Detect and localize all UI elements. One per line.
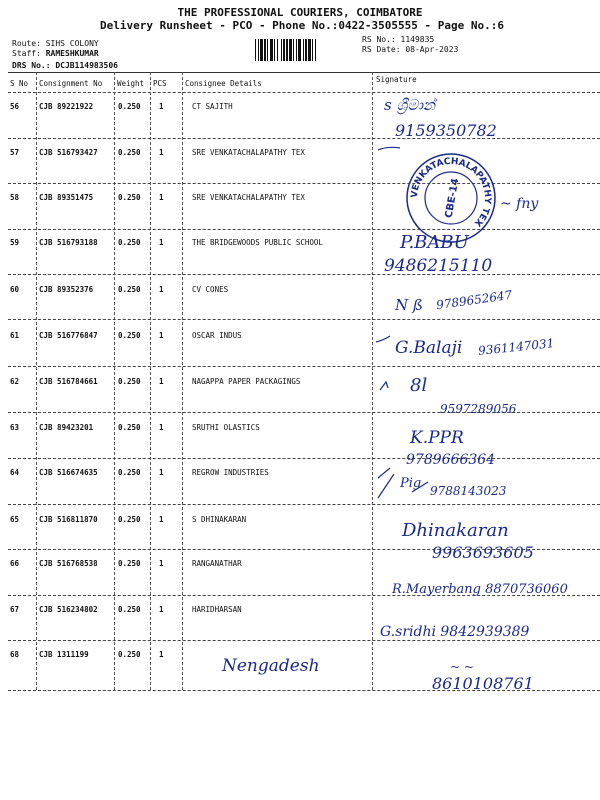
col-header-signature: Signature (376, 75, 417, 84)
row-consignment-no: CJB 516793188 (39, 238, 98, 247)
row-sno: 65 (10, 515, 20, 524)
barcode-bar (258, 39, 259, 61)
barcode-bar (283, 39, 285, 61)
barcode-bar (289, 39, 292, 61)
row-consignment-no: CJB 516674635 (39, 468, 98, 477)
row-consignment-no: CJB 516234802 (39, 605, 98, 614)
handwriting-61-name: G.Balaji (395, 338, 463, 358)
col-divider (36, 72, 37, 690)
barcode-bar (260, 39, 263, 61)
handwriting-59-phone: 9486215110 (384, 256, 493, 276)
handwriting-56-phone: 9159350782 (395, 121, 497, 140)
row-sno: 68 (10, 650, 20, 659)
drs-line (12, 61, 118, 70)
col-header-pcs: PCS (153, 79, 167, 88)
row-consignment-no: CJB 89351475 (39, 193, 94, 202)
col-divider (150, 72, 151, 690)
row-consignee: S DHINAKARAN (192, 515, 247, 524)
row-sno: 59 (10, 238, 20, 247)
stamp-center-text: CBE-14 (443, 177, 462, 219)
row-pcs: 1 (159, 148, 164, 157)
handwriting-63-sign: K.PPR (410, 428, 464, 448)
row-pcs: 1 (159, 423, 164, 432)
handwriting-60-phone: 9789652647 (435, 287, 513, 313)
staff-line (12, 49, 99, 58)
handwriting-68-phone: 8610108761 (432, 674, 534, 693)
handwriting-68-mark: ~ ~ (450, 660, 474, 674)
barcode-bar (277, 39, 278, 61)
handwriting-65-phone: 9963693605 (432, 543, 534, 562)
handwriting-67-sign: G.sridhi 9842939389 (380, 624, 530, 640)
barcode-bar (312, 39, 313, 61)
row-consignee: SRUTHI OLASTICS (192, 423, 260, 432)
handwriting-58-mark: ~ fny (500, 196, 539, 212)
handwriting-56-name: s ශ්‍රීමාන් (384, 96, 436, 114)
row-weight: 0.250 (118, 468, 141, 477)
row-consignee: SRE VENKATACHALAPATHY TEX (192, 148, 305, 157)
row-sno: 66 (10, 559, 20, 568)
row-sno: 60 (10, 285, 20, 294)
row-pcs: 1 (159, 377, 164, 386)
row-pcs: 1 (159, 285, 164, 294)
row-weight: 0.250 (118, 559, 141, 568)
rs-date: RS Date: 08-Apr-2023 (362, 45, 459, 54)
row-sno: 61 (10, 331, 20, 340)
col-header-consignee: Consignee Details (185, 79, 262, 88)
row-pcs: 1 (159, 238, 164, 247)
row-consignee: REGROW INDUSTRIES (192, 468, 269, 477)
barcode-bar (286, 39, 288, 61)
handwriting-66-sign: R.Mayerbang 8870736060 (392, 582, 568, 597)
row-consignment-no: CJB 89423201 (39, 423, 94, 432)
row-sno: 57 (10, 148, 20, 157)
company-stamp (405, 152, 497, 244)
stamp-ring-text: VENKATACHALAPATHY TEX (409, 156, 493, 228)
handwriting-64-sign: Pig (400, 476, 422, 491)
handwriting-64-phone2: 9788143023 (430, 484, 507, 498)
barcode-bar (270, 39, 273, 61)
row-consignee: CT SAJITH (192, 102, 233, 111)
col-header-weight: Weight (117, 79, 145, 88)
row-weight: 0.250 (118, 650, 141, 659)
handwriting-60-initial: N ß (395, 296, 423, 314)
row-weight: 0.250 (118, 423, 141, 432)
row-consignee: CV CONES (192, 285, 229, 294)
col-divider (182, 72, 183, 690)
row-sno: 63 (10, 423, 20, 432)
row-consignment-no: CJB 89221922 (39, 102, 94, 111)
row-pcs: 1 (159, 515, 164, 524)
row-pcs: 1 (159, 331, 164, 340)
barcode-bar (255, 39, 256, 61)
row-consignment-no: CJB 516784661 (39, 377, 98, 386)
route-label: Route: SIHS COLONY (12, 39, 99, 48)
handwriting-68-name: Nengadesh (222, 656, 320, 676)
row-weight: 0.250 (118, 193, 141, 202)
row-sno: 58 (10, 193, 20, 202)
company-title: THE PROFESSIONAL COURIERS, COIMBATORE (177, 6, 423, 19)
row-sno: 56 (10, 102, 20, 111)
row-weight: 0.250 (118, 285, 141, 294)
row-sno: 67 (10, 605, 20, 614)
rs-number: RS No.: 1149835 (362, 35, 435, 44)
drs-number: DCJB114983506 (55, 61, 118, 70)
row-consignment-no: CJB 516776847 (39, 331, 98, 340)
row-weight: 0.250 (118, 238, 141, 247)
runsheet-title: Delivery Runsheet - PCO - Phone No.:0422-3505555 - Page No.:6 (100, 19, 504, 32)
row-consignment-no: CJB 516811870 (39, 515, 98, 524)
row-consignee: NAGAPPA PAPER PACKAGINGS (192, 377, 301, 386)
row-consignee: OSCAR INDUS (192, 331, 242, 340)
col-divider (114, 72, 115, 690)
handwriting-61-phone: 9361147031 (477, 336, 555, 358)
row-pcs: 1 (159, 559, 164, 568)
row-pcs: 1 (159, 102, 164, 111)
row-consignee: RANGANATHAR (192, 559, 242, 568)
staff-label: Staff: (12, 49, 41, 58)
row-weight: 0.250 (118, 605, 141, 614)
barcode-bar (315, 39, 316, 61)
handwriting-59-name: P.BABU (400, 232, 469, 253)
row-pcs: 1 (159, 468, 164, 477)
row-weight: 0.250 (118, 515, 141, 524)
barcode (255, 39, 359, 61)
handwriting-64-phone: 9789666364 (406, 452, 496, 468)
col-header-consignment: Consignment No (39, 79, 103, 88)
barcode-bar (293, 39, 294, 61)
barcode-bar (264, 39, 266, 61)
row-sno: 64 (10, 468, 20, 477)
barcode-bar (298, 39, 301, 61)
handwriting-62-sign: 8l (410, 375, 428, 396)
row-consignment-no: CJB 516768538 (39, 559, 98, 568)
row-weight: 0.250 (118, 331, 141, 340)
barcode-bar (303, 39, 304, 61)
table-top-rule (8, 72, 600, 73)
barcode-bar (274, 39, 275, 61)
row-consignee: HARIDHARSAN (192, 605, 242, 614)
row-consignee: THE BRIDGEWOODS PUBLIC SCHOOL (192, 238, 323, 247)
row-weight: 0.250 (118, 377, 141, 386)
handwriting-65-name: Dhinakaran (402, 520, 509, 541)
staff-name: RAMESHKUMAR (45, 49, 99, 58)
row-consignment-no: CJB 516793427 (39, 148, 98, 157)
barcode-bar (305, 39, 307, 61)
row-weight: 0.250 (118, 102, 141, 111)
handwriting-62-phone: 9597289056 (440, 402, 517, 416)
row-pcs: 1 (159, 193, 164, 202)
drs-label: DRS No.: (12, 61, 51, 70)
row-consignment-no: CJB 1311199 (39, 650, 89, 659)
row-weight: 0.250 (118, 148, 141, 157)
row-consignee: SRE VENKATACHALAPATHY TEX (192, 193, 305, 202)
row-sno: 62 (10, 377, 20, 386)
barcode-bar (296, 39, 297, 61)
col-header-sno: S No (10, 79, 29, 88)
barcode-bar (267, 39, 268, 61)
barcode-bar (308, 39, 311, 61)
row-pcs: 1 (159, 605, 164, 614)
row-pcs: 1 (159, 650, 164, 659)
row-consignment-no: CJB 89352376 (39, 285, 94, 294)
barcode-bar (281, 39, 282, 61)
